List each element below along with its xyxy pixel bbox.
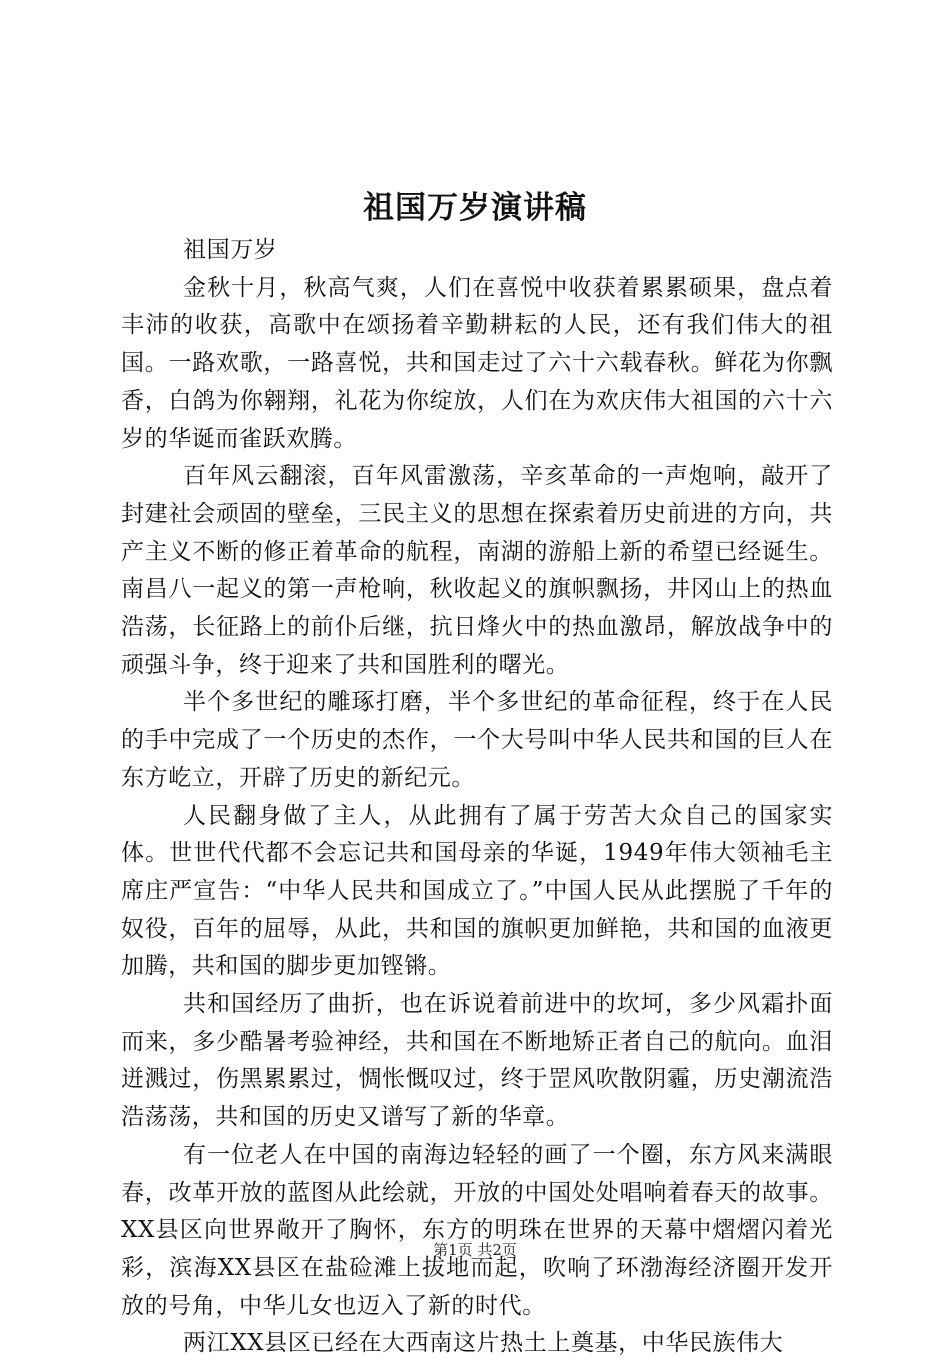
body-paragraph: 百年风云翻滚，百年风雷激荡，辛亥革命的一声炮响，敲开了封建社会顽固的壁垒，三民主义的思想在探索着历史前进的方向，共产主义不断的修正着革命的航程，南湖的游船上新的希望已经诞生。南昌八一起义的第一声枪响，秋收起义的旗帜飘扬，井冈山上的热血浩荡，长征路上的前仆后继，抗日烽火中的热血激昂，解放战争中的顽强斗争，终于迎来了共和国胜利的曙光。	[121, 463, 833, 678]
body-paragraph: 人民翻身做了主人，从此拥有了属于劳苦大众自己的国家实体。世世代代都不会忘记共和国母亲的华诞，1949年伟大领袖毛主席庄严宣告：“中华人民共和国成立了。”中国人民从此摆脱了千年的奴役，百年的屈辱，从此，共和国的旗帜更加鲜艳，共和国的血液更加腾，共和国的脚步更加铿锵。	[121, 802, 833, 980]
body-paragraph: 有一位老人在中国的南海边轻轻的画了一个圈，东方风来满眼春，改革开放的蓝图从此绘就，开放的中国处处唱响着春天的故事。XX县区向世界敞开了胸怀，东方的明珠在世界的天幕中熠熠闪着光彩，滨海XX县区在盐硷滩上拔地而起，吹响了环渤海经济圈开发开放的号角，中华儿女也迈入了新的时代。	[121, 1141, 833, 1319]
body-paragraph: 金秋十月，秋高气爽，人们在喜悦中收获着累累硕果，盘点着丰沛的收获，高歌中在颂扬着辛勤耕耘的人民，还有我们伟大的祖国。一路欢歌，一路喜悦，共和国走过了六十六载春秋。鲜花为你飘香，白鸽为你翱翔，礼花为你绽放，人们在为欢庆伟大祖国的六十六岁的华诞而雀跃欢腾。	[121, 274, 833, 452]
document-title: 祖国万岁演讲稿	[363, 190, 587, 226]
body-paragraph: 共和国经历了曲折，也在诉说着前进中的坎坷，多少风霜扑面而来，多少酷暑考验神经，共和国在不断地矫正者自己的航向。血泪迸溅过，伤黑累累过，惆怅慨叹过，终于罡风吹散阴霾，历史潮流浩浩荡荡，共和国的历史又谱写了新的华章。	[121, 991, 833, 1131]
document-body	[121, 232, 833, 1363]
body-paragraph: 半个多世纪的雕琢打磨，半个多世纪的革命征程，终于在人民的手中完成了一个历史的杰作，一个大号叫中华人民共和国的巨人在东方屹立，开辟了历史的新纪元。	[121, 689, 833, 791]
page-footer: 第1页 共2页	[433, 1241, 517, 1259]
body-paragraph: 两江XX县区已经在大西南这片热土上奠基，中华民族伟大	[183, 1330, 784, 1357]
subtitle-paragraph: 祖国万岁	[183, 237, 278, 263]
